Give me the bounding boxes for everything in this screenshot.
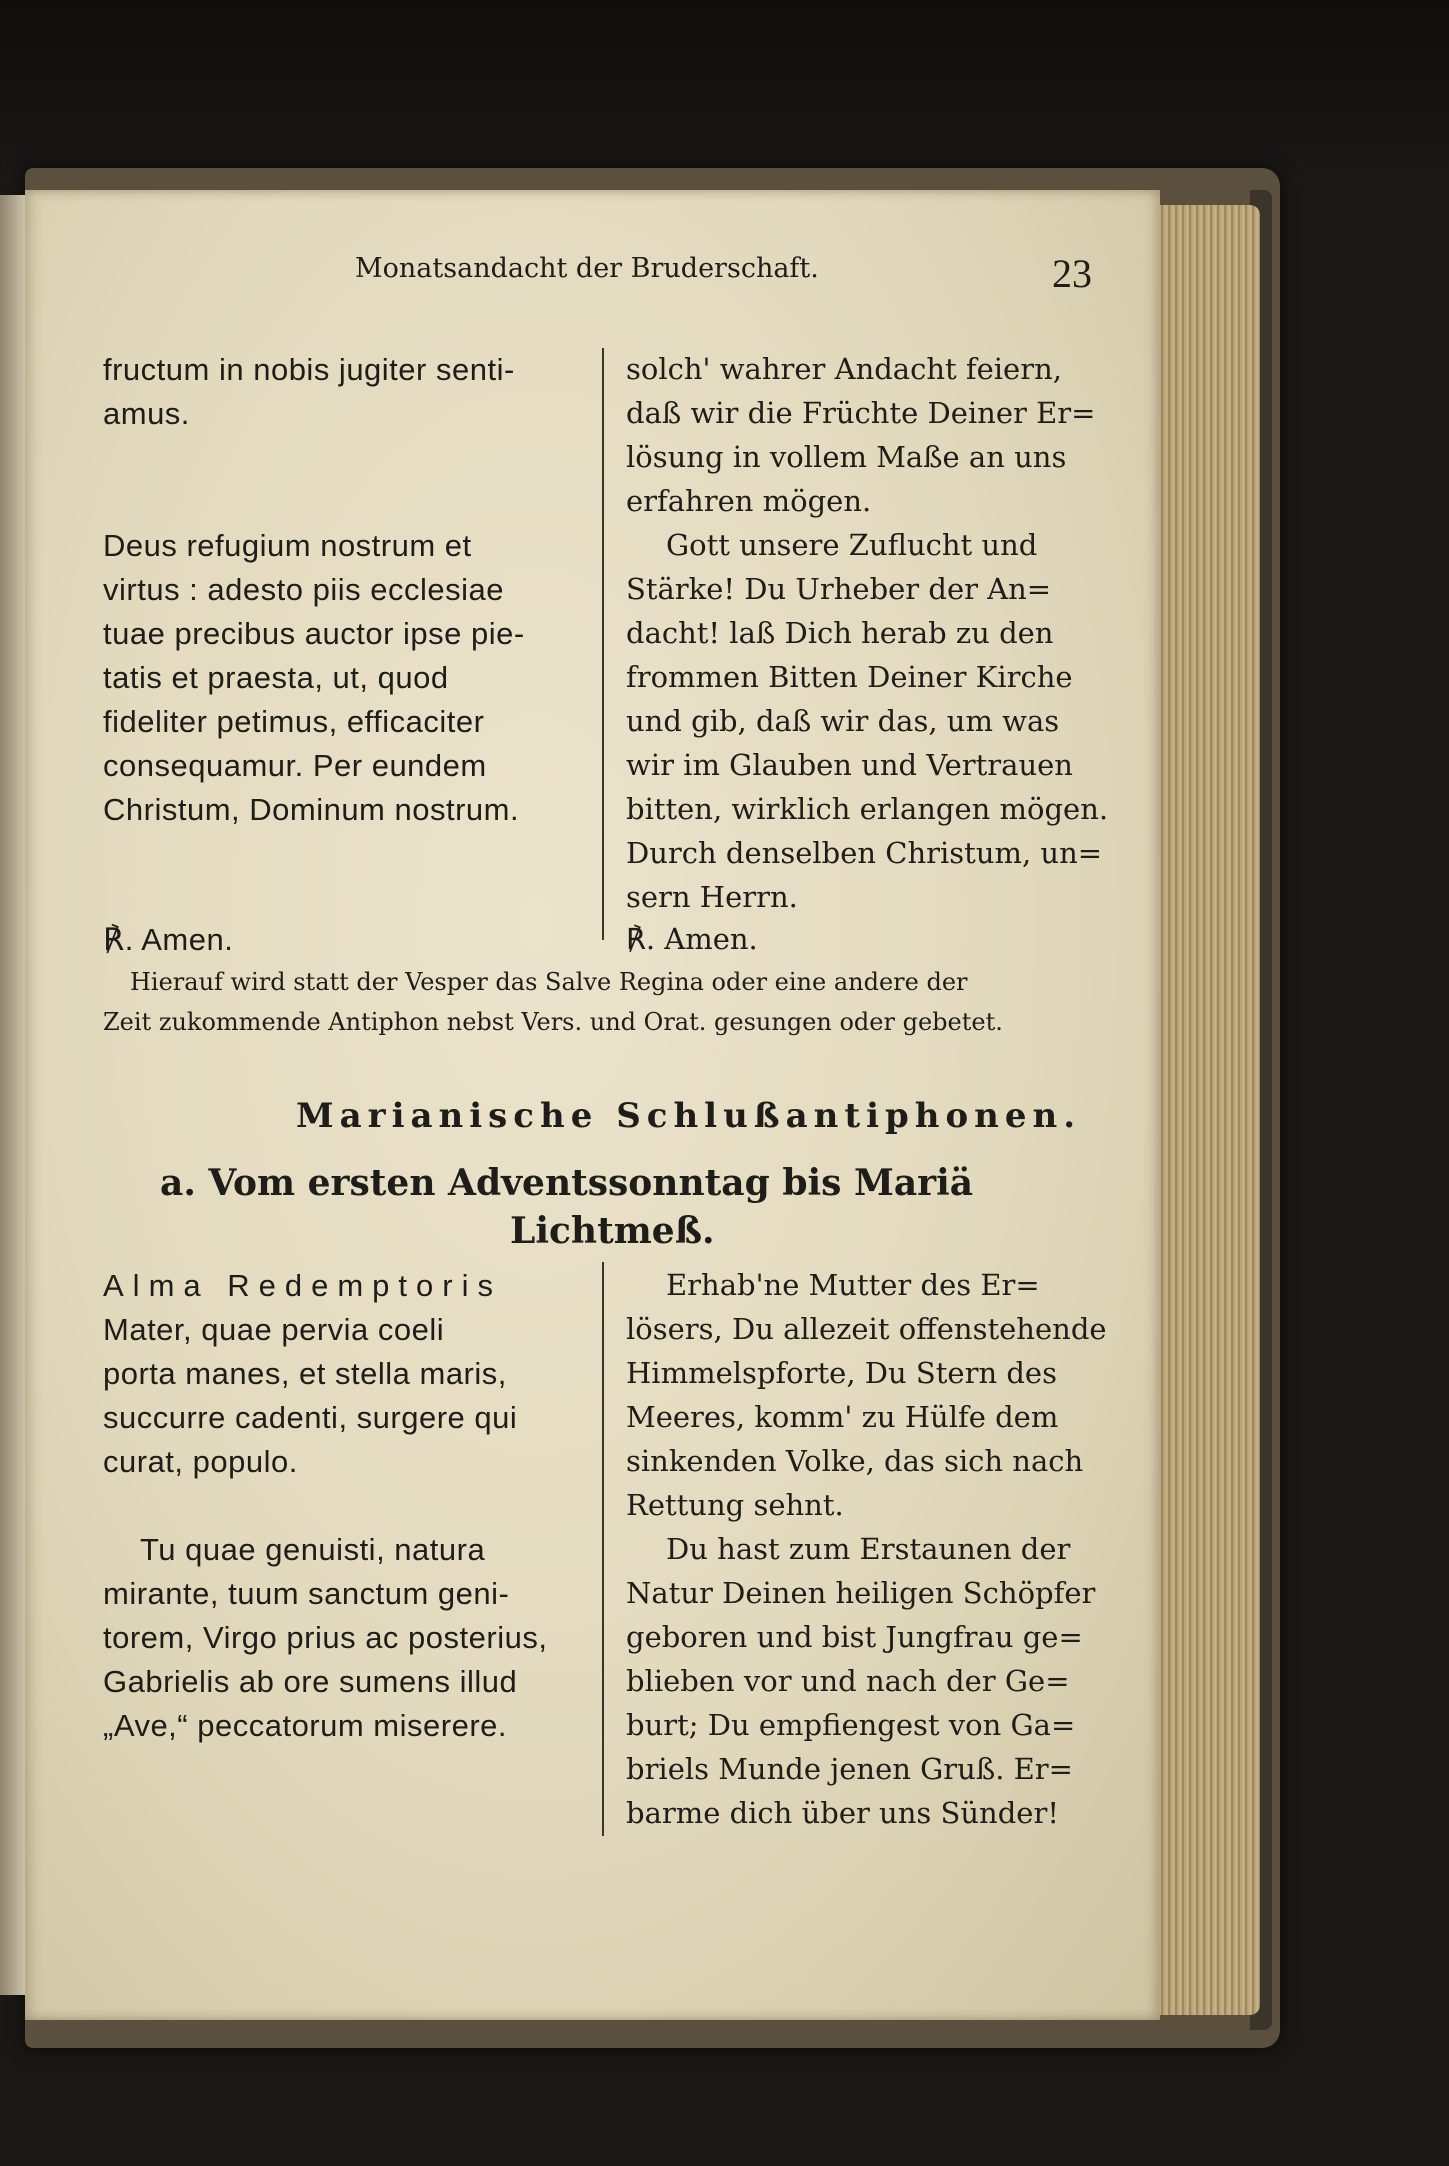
- german-line: Natur Deinen heiligen Schöpfer: [626, 1576, 1096, 1610]
- page-edges: [1150, 205, 1260, 2015]
- german-line: frommen Bitten Deiner Kirche: [626, 660, 1073, 694]
- german-line: dacht! laß Dich herab zu den: [626, 616, 1054, 650]
- german-line: Stärke! Du Urheber der An=: [626, 572, 1052, 606]
- latin-line: tatis et praesta, ut, quod: [103, 660, 449, 695]
- german-line: Meeres, komm' zu Hülfe dem: [626, 1400, 1059, 1434]
- german-line: burt; Du empfiengest von Ga=: [626, 1708, 1076, 1742]
- latin-line: Christum, Dominum nostrum.: [103, 792, 520, 827]
- german-response: ℟. Amen.: [626, 922, 758, 956]
- latin-line: fructum in nobis jugiter senti-: [103, 352, 515, 387]
- latin-line: consequamur. Per eundem: [103, 748, 487, 783]
- column-divider-top: [602, 348, 604, 940]
- subsection-title: Lichtmeß.: [510, 1210, 715, 1252]
- german-line: erfahren mögen.: [626, 484, 872, 518]
- german-line: solch' wahrer Andacht feiern,: [626, 352, 1062, 386]
- latin-line: „Ave,“ peccatorum miserere.: [103, 1708, 507, 1743]
- german-line: Rettung sehnt.: [626, 1488, 844, 1522]
- german-line: und gib, daß wir das, um was: [626, 704, 1060, 738]
- german-line: briels Munde jenen Gruß. Er=: [626, 1752, 1073, 1786]
- german-line: Du hast zum Erstaunen der: [666, 1532, 1071, 1566]
- german-line: wir im Glauben und Vertrauen: [626, 748, 1073, 782]
- latin-line: mirante, tuum sanctum geni-: [103, 1576, 510, 1611]
- latin-line: tuae precibus auctor ipse pie-: [103, 616, 525, 651]
- latin-line: virtus : adesto piis ecclesiae: [103, 572, 504, 607]
- german-line: blieben vor und nach der Ge=: [626, 1664, 1070, 1698]
- german-line: daß wir die Früchte Deiner Er=: [626, 396, 1096, 430]
- latin-response: ℟. Amen.: [103, 922, 234, 957]
- german-line: Himmelspforte, Du Stern des: [626, 1356, 1057, 1390]
- latin-line: Deus refugium nostrum et: [103, 528, 472, 563]
- german-line: Gott unsere Zuflucht und: [666, 528, 1038, 562]
- latin-line: Alma Redemptoris: [103, 1268, 502, 1303]
- background: [0, 0, 1449, 190]
- section-title: Marianische Schlußantiphonen.: [296, 1096, 1082, 1136]
- german-line: lösung in vollem Maße an uns: [626, 440, 1067, 474]
- page-number: 23: [1052, 251, 1092, 296]
- running-title: Monatsandacht der Bruderschaft.: [355, 253, 819, 284]
- german-line: barme dich über uns Sünder!: [626, 1796, 1059, 1830]
- latin-line: Gabrielis ab ore sumens illud: [103, 1664, 518, 1699]
- latin-line: fideliter petimus, efficaciter: [103, 704, 485, 739]
- rubric-line: Hierauf wird statt der Vesper das Salve Regina oder eine andere der: [130, 968, 968, 996]
- german-line: geboren und bist Jungfrau ge=: [626, 1620, 1083, 1654]
- latin-line: porta manes, et stella maris,: [103, 1356, 507, 1391]
- latin-line: Tu quae genuisti, natura: [140, 1532, 486, 1567]
- german-line: bitten, wirklich erlangen mögen.: [626, 792, 1109, 826]
- german-line: Durch denselben Christum, un=: [626, 836, 1103, 870]
- latin-line: Mater, quae pervia coeli: [103, 1312, 445, 1347]
- subsection-title: a. Vom ersten Adventssonntag bis Mariä: [160, 1162, 974, 1204]
- german-line: lösers, Du allezeit offenstehende: [626, 1312, 1107, 1346]
- german-line: Erhab'ne Mutter des Er=: [666, 1268, 1040, 1302]
- column-divider-bottom: [602, 1262, 604, 1836]
- latin-line: torem, Virgo prius ac posterius,: [103, 1620, 548, 1655]
- german-line: sinkenden Volke, das sich nach: [626, 1444, 1084, 1478]
- german-line: sern Herrn.: [626, 880, 798, 914]
- rubric-line: Zeit zukommende Antiphon nebst Vers. und Orat. gesungen oder gebetet.: [103, 1008, 1003, 1036]
- latin-line: amus.: [103, 396, 190, 431]
- latin-line: curat, populo.: [103, 1444, 298, 1479]
- latin-line: succurre cadenti, surgere qui: [103, 1400, 518, 1435]
